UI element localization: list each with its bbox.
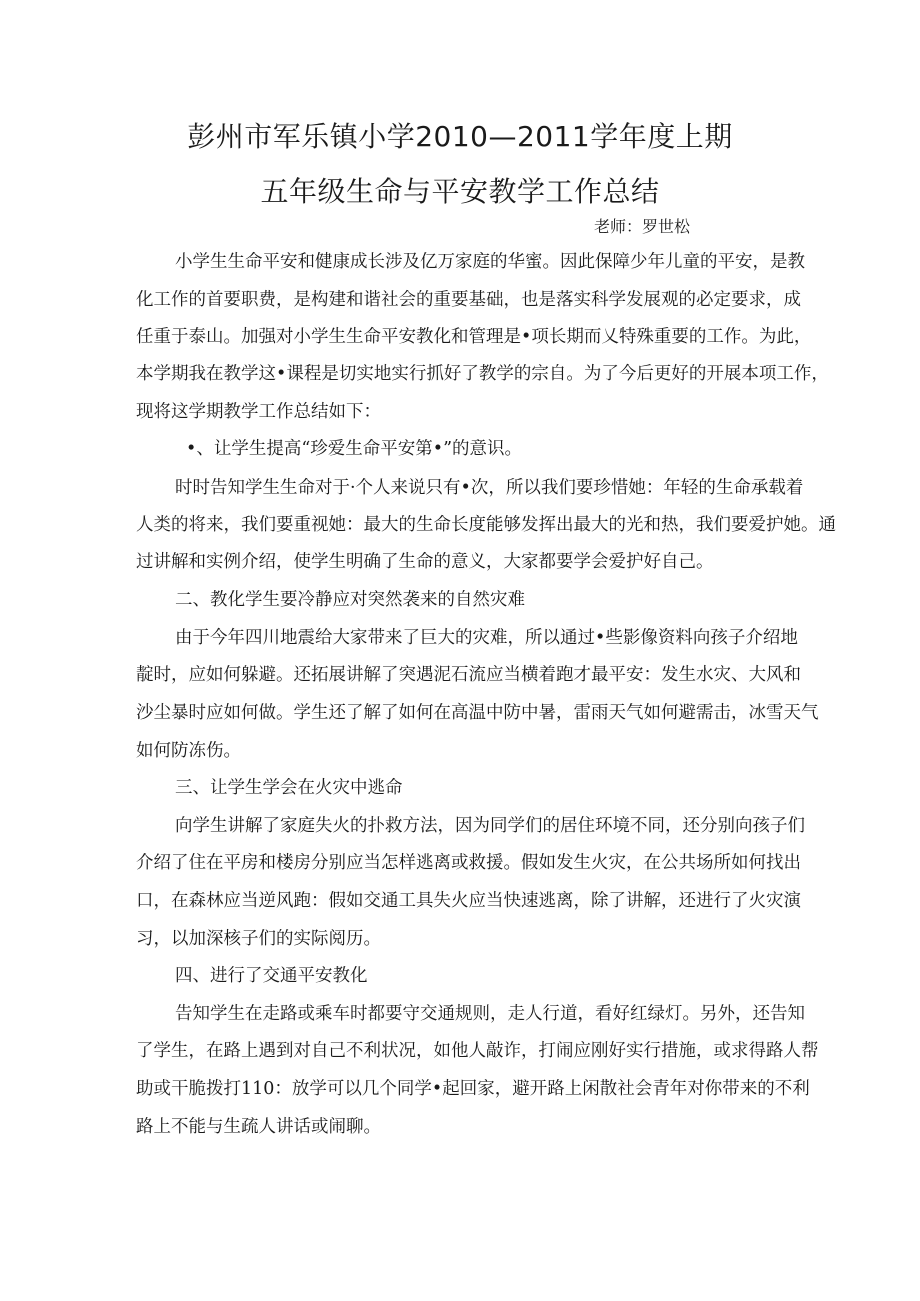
- section-heading-2: 二、教化学生要冷静应对突然袭来的自然灾难: [175, 590, 525, 610]
- document-title-line-2: 五年级生命与平安教学工作总结: [260, 175, 660, 208]
- paragraph-line: 向学生讲解了家庭失火的扑救方法，因为同学们的居住环境不同，还分别向孩子们: [175, 816, 805, 836]
- paragraph-line: 本学期我在教学这•课程是切实地实行抓好了教学的宗自。为了今后更好的开展本项工作，: [136, 364, 829, 384]
- paragraph-line: 时时告知学生生命对于·个人来说只有•次，所以我们要珍惜她：年轻的生命承载着: [175, 478, 804, 498]
- paragraph-line: 介绍了住在平房和楼房分别应当怎样逃离或救援。假如发生火灾，在公共场所如何找出: [136, 853, 801, 873]
- paragraph-line: 如何防冻伤。: [136, 741, 241, 761]
- section-heading-3: 三、让学生学会在火灾中逃命: [175, 778, 403, 798]
- paragraph-line: 人类的将来，我们要重视她：最大的生命长度能够发挥出最大的光和热，我们要爱护她。通: [136, 515, 836, 535]
- paragraph-line: 沙尘暴时应如何做。学生还了解了如何在高温中防中暑，雷雨天气如何避需击，冰雪天气: [136, 703, 819, 723]
- paragraph-line: 路上不能与生疏人讲话或闹聊。: [136, 1117, 381, 1137]
- author-line: 老师：罗世松: [594, 217, 691, 236]
- document-title-line-1: 彭州市军乐镇小学2010—2011学年度上期: [187, 120, 733, 153]
- paragraph-line: 了学生，在路上遇到对自己不利状况，如他人敲诈，打闹应刚好实行措施，或求得路人帮: [136, 1041, 819, 1061]
- paragraph-line: 口，在森林应当逆风跑：假如交通工具失火应当快速逃离，除了讲解，还进行了火灾演: [136, 891, 801, 911]
- paragraph-line: 现将这学期教学工作总结如下：: [136, 402, 381, 422]
- paragraph-line: 过讲解和实例介绍，使学生明确了生命的意义，大家都要学会爱护好自己。: [136, 552, 714, 572]
- paragraph-line: 化工作的首要职费，是构建和谐社会的重要基础，也是落实科学发展观的必定要求，成: [136, 290, 801, 310]
- paragraph-line: 助或干脆拨打110：放学可以几个同学•起回家，避开路上闲散社会青年对你带来的不利: [136, 1079, 810, 1099]
- section-heading-1: •、让学生提高“珍爱生命平安第•”的意识。: [186, 439, 523, 459]
- paragraph-line: 靛时，应如何躲避。还拓展讲解了突遇泥石流应当横着跑才最平安：发生水灾、大风和: [136, 665, 801, 685]
- section-heading-4: 四、进行了交通平安教化: [175, 966, 368, 986]
- paragraph-line: 告知学生在走路或乘车时都要守交通规则，走人行道，看好红绿灯。另外，还告知: [175, 1004, 805, 1024]
- paragraph-line: 由于今年四川地震给大家带来了巨大的灾难，所以通过•些影像资料向孩子介绍地: [175, 628, 798, 648]
- paragraph-line: 小学生生命平安和健康成长涉及亿万家庭的华蜜。因此保障少年儿童的平安，是教: [175, 252, 805, 272]
- paragraph-line: 习，以加深核子们的实际阅历。: [136, 929, 381, 949]
- paragraph-line: 任重于泰山。加强对小学生生命平安教化和管理是•项长期而乂特殊重要的工作。为此，: [136, 327, 812, 347]
